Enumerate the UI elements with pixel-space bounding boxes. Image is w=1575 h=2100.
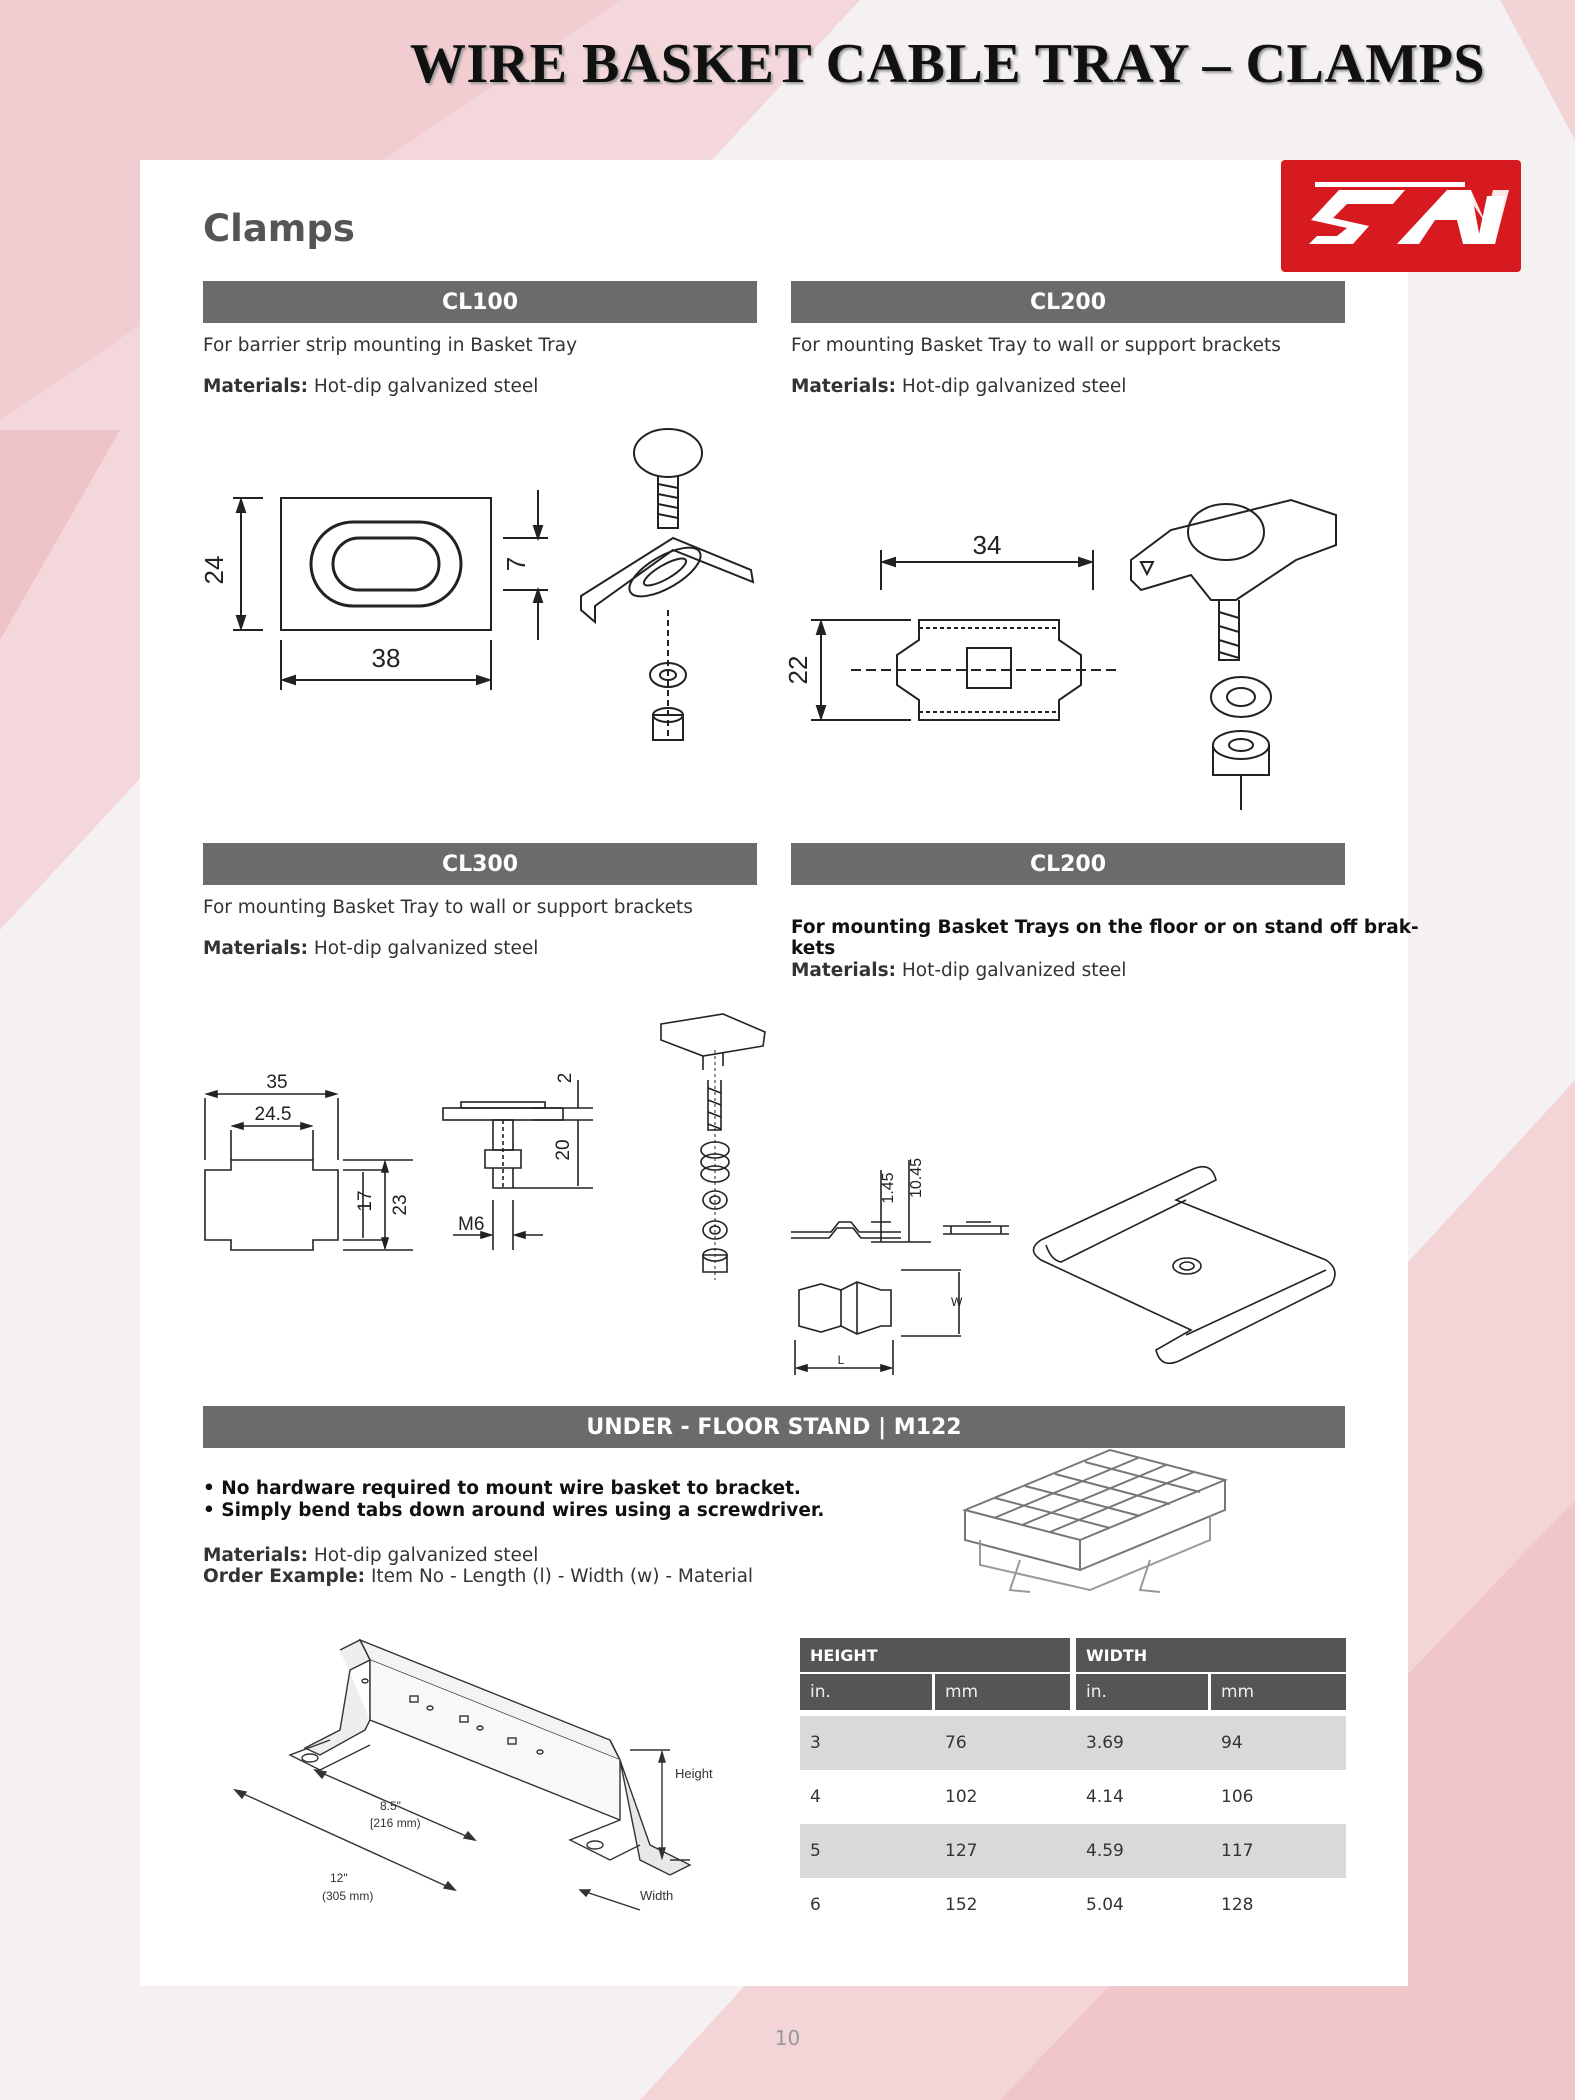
cl300-description: For mounting Basket Tray to wall or support brackets: [203, 897, 693, 918]
cl300-materials: [203, 938, 538, 959]
cl300-inner-label: 24.5: [254, 1104, 292, 1125]
table-sub-header: mm: [935, 1674, 1070, 1710]
materials-value: Hot-dip galvanized steel: [901, 960, 1127, 981]
cl300-outer-label: 35: [266, 1072, 288, 1093]
cl200-floor-l-label: L: [837, 1353, 845, 1367]
cl200-washer: [1211, 677, 1271, 717]
cl200-width-label: 34: [972, 530, 1002, 560]
cl300-h1-label: 17: [355, 1190, 376, 1212]
cl200-height-label: 22: [783, 655, 813, 685]
cl300-side-plate: [443, 1108, 563, 1120]
table-cell: 94: [1221, 1733, 1243, 1753]
cl300-plate: [205, 1160, 338, 1250]
cl200-floor-plate-top: [799, 1282, 891, 1334]
materials-value: Hot-dip galvanized steel: [313, 1545, 539, 1566]
table-group-header-width: WIDTH: [1076, 1638, 1346, 1672]
table-cell: 4.14: [1086, 1787, 1124, 1807]
materials-label: Materials:: [791, 376, 896, 397]
table-cell: 5: [810, 1841, 821, 1861]
cl200-title-bar: CL200: [791, 281, 1345, 323]
cl300-thread-label: M6: [458, 1214, 485, 1235]
cl100-materials: [203, 376, 538, 397]
materials-value: Hot-dip galvanized steel: [901, 376, 1127, 397]
table-group-header-height: HEIGHT: [800, 1638, 1070, 1672]
cl200-floor-w-label: W: [951, 1295, 963, 1309]
table-row: [800, 1878, 1346, 1932]
table-cell: 76: [945, 1733, 967, 1753]
brand-logo: [1281, 160, 1521, 272]
table-cell: 102: [945, 1787, 978, 1807]
cl200-floor-iso-plate: [1034, 1167, 1336, 1364]
table-sub-header: mm: [1211, 1674, 1346, 1710]
cl300-title-bar: CL300: [203, 843, 757, 885]
cl200-drawing: [783, 470, 1351, 820]
floor-stand-bullet-1: • No hardware required to mount wire basket to bracket.: [203, 1478, 801, 1499]
floor-stand-bullet-2: • Simply bend tabs down around wires using a screwdriver.: [203, 1500, 825, 1521]
table-cell: 3.69: [1086, 1733, 1124, 1753]
cl200-floor-materials: [791, 960, 1126, 981]
wire-basket-image: [960, 1440, 1230, 1610]
cl100-oval-inner: [333, 538, 439, 590]
section-heading: Clamps: [203, 207, 355, 250]
table-sub-header: in.: [800, 1674, 932, 1710]
table-cell: 152: [945, 1895, 978, 1915]
table-row: [800, 1824, 1346, 1878]
cl200-floor-title-bar: CL200: [791, 843, 1345, 885]
floor-stand-d1mm-label: [216 mm): [370, 1816, 421, 1830]
cl200-bolt-head: [1188, 504, 1264, 560]
cl300-nut: [703, 1255, 727, 1272]
table-cell: 106: [1221, 1787, 1254, 1807]
cl200-floor-description-line2: kets: [791, 938, 836, 959]
cl200-floor-profile: [791, 1222, 901, 1232]
table-cell: 4: [810, 1787, 821, 1807]
san-logo-icon: [1281, 160, 1521, 272]
materials-label: Materials:: [203, 376, 308, 397]
table-group-header-row: [800, 1638, 1346, 1672]
table-cell: 128: [1221, 1895, 1254, 1915]
table-row: [800, 1770, 1346, 1824]
materials-label: Materials:: [791, 960, 896, 981]
cl300-stem-label: 20: [553, 1139, 574, 1161]
table-row: [800, 1716, 1346, 1770]
table-cell: 5.04: [1086, 1895, 1124, 1915]
cl100-title-bar: CL100: [203, 281, 757, 323]
cl200-floor-a-label: 1.45: [880, 1172, 897, 1204]
cl100-description: For barrier strip mounting in Basket Tray: [203, 335, 578, 356]
order-value: Item No - Length (l) - Width (w) - Material: [370, 1566, 754, 1587]
cl100-height-label: 24: [199, 555, 229, 585]
page-title: WIRE BASKET CABLE TRAY – CLAMPS: [409, 33, 1485, 95]
dimensions-table: [800, 1638, 1346, 1932]
cl300-drawing: [203, 1010, 763, 1310]
cl200-floor-description-line1: For mounting Basket Trays on the floor or on stand off brak-: [791, 917, 1419, 938]
floor-stand-materials: [203, 1545, 538, 1566]
table-cell: 6: [810, 1895, 821, 1915]
cl300-top-label: 2: [555, 1072, 576, 1084]
floor-stand-order-example: [203, 1566, 753, 1587]
cl300-h2-label: 23: [390, 1194, 411, 1216]
materials-value: Hot-dip galvanized steel: [313, 938, 539, 959]
cl100-drawing: [199, 420, 763, 770]
table-cell: 4.59: [1086, 1841, 1124, 1861]
table-cell: 117: [1221, 1841, 1254, 1861]
cl200-description: For mounting Basket Tray to wall or support brackets: [791, 335, 1281, 356]
cl200-floor-b-label: 10.45: [908, 1157, 925, 1199]
table-cell: 127: [945, 1841, 978, 1861]
page-number: 10: [774, 2026, 801, 2050]
materials-value: Hot-dip galvanized steel: [313, 376, 539, 397]
cl200-floor-drawing: [791, 1150, 1351, 1380]
floor-stand-drawing: [230, 1630, 750, 1940]
floor-stand-d2-label: 12": [330, 1871, 348, 1885]
table-sub-header: in.: [1076, 1674, 1208, 1710]
floor-stand-d2mm-label: (305 mm): [322, 1889, 374, 1903]
floor-stand-height-label: Height: [675, 1766, 713, 1781]
table-cell: 3: [810, 1733, 821, 1753]
cl100-slot-label: 7: [501, 556, 531, 572]
materials-label: Materials:: [203, 938, 308, 959]
cl100-bolt-head: [634, 429, 702, 477]
floor-stand-title-bar: UNDER - FLOOR STAND | M122: [203, 1406, 1345, 1448]
materials-label: Materials:: [203, 1545, 308, 1566]
floor-stand-d1-label: 8.5": [380, 1799, 401, 1813]
cl100-nut: [653, 715, 683, 740]
order-label: Order Example:: [203, 1566, 366, 1587]
table-sub-header-row: [800, 1674, 1346, 1710]
cl200-clamp-body: [1131, 500, 1336, 600]
floor-stand-width-label: Width: [640, 1888, 674, 1903]
cl300-exploded-plate: [661, 1014, 765, 1056]
cl200-materials: [791, 376, 1126, 397]
cl100-width-label: 38: [371, 643, 401, 673]
